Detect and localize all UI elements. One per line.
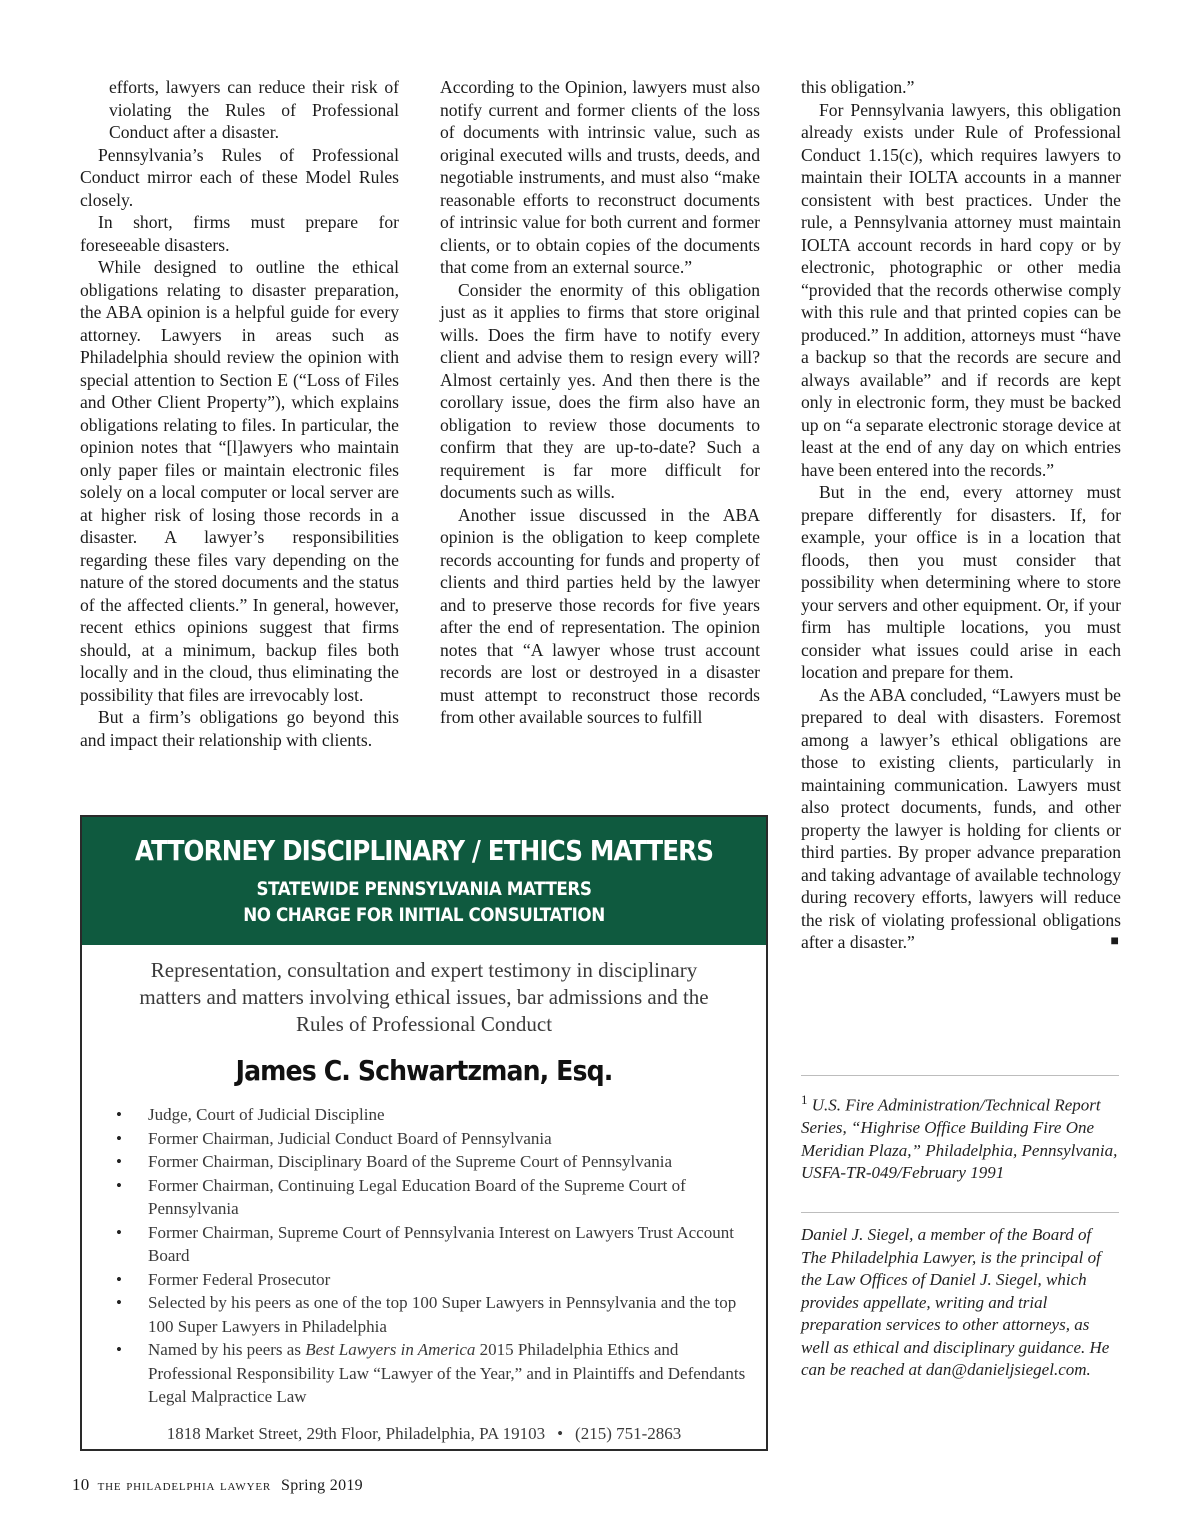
ad-subheading-statewide: STATEWIDE PENNSYLVANIA MATTERS: [256, 878, 592, 900]
divider: [801, 1075, 1119, 1076]
list-item: • Former Chairman, Judicial Conduct Board of Pennsylvania: [148, 1127, 746, 1151]
paragraph: In short, firms must prepare for foreseeable disasters.: [80, 212, 399, 255]
footnote: [801, 1089, 1119, 1185]
paragraph: Consider the enormity of this obligation just as it applies to firms that store original wills. Does the firm have to notify every client and advise them to resign every will? Almost certainly yes. And then there is the corollary issue, does the firm also have an obligation to review those documents to confirm that they are up-to-date? Such a requirement is far more difficult for documents such as wills.: [440, 279, 760, 502]
article-column-3: [801, 76, 1121, 954]
list-item: [148, 1338, 746, 1409]
paragraph: While designed to outline the ethical obligations relating to disaster preparation, the ABA opinion is a helpful guide for every attorney. Lawyers in areas such as Philadelphia should review the opinion with special attention to Section E (“Loss of Files and Other Client Property”), which explains obligations relating to files. In particular, the opinion notes that “[l]awyers who maintain only paper files or maintain electronic files solely on a local computer or local server are at higher risk of losing those records in a disaster. A lawyer’s responsibilities regarding these files vary depending on the nature of the stored documents and the status of the affected clients.” In general, however, recent ethics opinions suggest that firms should, at a minimum, backup files both locally and in the cloud, thus eliminating the possibility that files are irrevocably lost.: [80, 257, 399, 705]
ad-credentials-list: [82, 1103, 766, 1409]
ad-address: 1818 Market Street, 29th Floor, Philadelphia, PA 19103: [166, 1423, 546, 1443]
list-item-text: Named by his peers as: [148, 1340, 306, 1359]
footnote-text: U.S. Fire Administration/Technical Report Series, “Highrise Office Building Fire One Meridian Plaza,” Philadelphia, Pennsylvania, USFA-TR-049/February 1991: [801, 1095, 1118, 1183]
list-item: • Former Chairman, Supreme Court of Pennsylvania Interest on Lawyers Trust Account Board: [148, 1221, 746, 1268]
issue-date: Spring 2019: [281, 1477, 363, 1494]
ad-attorney-name: James C. Schwartzman, Esq.: [235, 1054, 613, 1087]
ad-header: [82, 817, 766, 945]
list-item: • Judge, Court of Judicial Discipline: [148, 1103, 746, 1127]
paragraph: Pennsylvania’s Rules of Professional Conduct mirror each of these Model Rules closely.: [80, 144, 399, 210]
paragraph: efforts, lawyers can reduce their risk of violating the Rules of Professional Conduct after a disaster.: [109, 77, 399, 142]
list-item: • Former Chairman, Continuing Legal Education Board of the Supreme Court of Pennsylvania: [148, 1174, 746, 1221]
paragraph: But a firm’s obligations go beyond this and impact their relationship with clients.: [80, 707, 399, 750]
list-item: • Former Federal Prosecutor: [148, 1268, 746, 1292]
end-of-article-mark: ■: [1110, 934, 1119, 949]
article-column-2: [440, 76, 760, 729]
paragraph: But in the end, every attorney must prepare differently for disasters. If, for example, your office is in a location that floods, then you must consider that possibility when determining where to store your servers and other equipment. Or, if your firm has multiple locations, you must consider what issues could arise in each location and prepare for them.: [801, 482, 1121, 682]
ad-heading: ATTORNEY DISCIPLINARY / ETHICS MATTERS: [134, 834, 714, 867]
list-item-title: Best Lawyers in America: [305, 1340, 476, 1359]
article-column-1: [80, 76, 399, 751]
ad-phone: (215) 751-2863: [575, 1423, 682, 1443]
ad-subheading-consultation: NO CHARGE FOR INITIAL CONSULTATION: [243, 904, 605, 926]
page-footer: [72, 1475, 363, 1495]
paragraph: Another issue discussed in the ABA opinion is the obligation to keep complete records accounting for funds and property of clients and third parties held by the lawyer and to preserve those records for five years after the end of representation. The opinion notes that “A lawyer whose trust account records are lost or destroyed in a disaster must attempt to reconstruct those records from other available sources to fulfill: [440, 504, 760, 727]
publication-name: the philadelphia lawyer: [97, 1477, 271, 1494]
list-item: • Former Chairman, Disciplinary Board of the Supreme Court of Pennsylvania: [148, 1150, 746, 1174]
list-item: • Selected by his peers as one of the top 100 Super Lawyers in Pennsylvania and the top 100 Super Lawyers in Philadelphia: [148, 1291, 746, 1338]
page-number: 10: [72, 1475, 90, 1494]
list-item-text: 2015 Philadelphia Ethics and Professional Responsibility Law “Lawyer of the Year,” and in Plaintiffs and Defendants Legal Malpractice Law: [148, 1340, 746, 1406]
advertisement: [80, 815, 768, 1451]
divider: [801, 1212, 1119, 1213]
author-bio: Daniel J. Siegel, a member of the Board of The Philadelphia Lawyer, is the principal of the Law Offices of Daniel J. Siegel, which provides appellate, writing and trial preparation services to other attorneys, as well as ethical and disciplinary guidance. He can be reached at dan@danieljsiegel.com.: [801, 1225, 1110, 1379]
paragraph: For Pennsylvania lawyers, this obligation already exists under Rule of Professional Conduct 1.15(c), which requires lawyers to maintain their IOLTA accounts in a manner consistent with best practices. Under the rule, a Pennsylvania attorney must maintain IOLTA account records in hard copy or by electronic, photographic or other media “provided that the records otherwise comply with this rule and that printed copies can be produced.” In addition, attorneys must “have a backup so that the records are secure and always available” and if records are kept only in electronic form, they must be backed up on “a separate electronic storage device at least at the end of any day on which entries have been entered into the records.”: [801, 99, 1121, 480]
paragraph-final: [801, 684, 1121, 954]
bullet-separator: •: [557, 1423, 564, 1443]
paragraph: According to the Opinion, lawyers must also notify current and former clients of the loss of documents with intrinsic value, such as original executed wills and trusts, deeds, and negotiable instruments, and must also “make reasonable efforts to reconstruct documents of intrinsic value for both current and former clients, or to obtain copies of the documents that come from an external source.”: [440, 77, 760, 277]
footnote-marker: 1: [801, 1092, 808, 1107]
paragraph: this obligation.”: [801, 77, 915, 97]
paragraph-text: As the ABA concluded, “Lawyers must be prepared to deal with disasters. Foremost among a lawyer’s ethical obligations are those to existing clients, particularly in maintaining communication. Lawyers must also protect documents, funds, and other property the lawyer is holding for clients or third parties. By proper advance preparation and taking advantage of available technology during recovery efforts, lawyers will reduce the risk of violating professional obligations after a disaster.”: [801, 684, 1121, 952]
ad-intro: Representation, consultation and expert testimony in disciplinary matters and matters involving ethical issues, bar admissions and the Rules of Professional Conduct: [139, 958, 709, 1036]
ad-contact-line: [82, 1424, 766, 1444]
